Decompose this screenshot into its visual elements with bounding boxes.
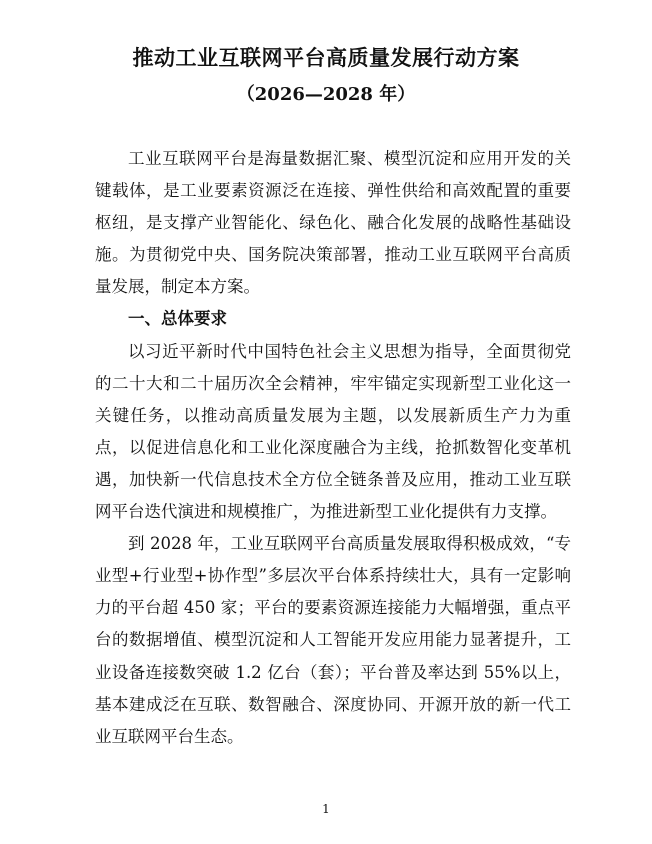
document-title: 推动工业互联网平台高质量发展行动方案 xyxy=(132,45,520,70)
document-subtitle: （2026—2028 年） xyxy=(236,84,416,105)
page-number: 1 xyxy=(322,802,330,816)
guiding-principle-paragraph: 以习近平新时代中国特色社会主义思想为指导，全面贯彻党的二十大和二十届历次全会精神，牢牢锚定实现新型工业化这一关键任务，以推动高质量发展为主题，以发展新质生产力为重点，以促进信息化和工业化深度融合为主线，抢抓数智化变革机遇，加快新一代信息技术全方位全链条普及应用，推动工业互联网平台迭代演进和规模推广，为推进新型工业化提供有力支撑。 xyxy=(95,341,571,522)
intro-paragraph: 工业互联网平台是海量数据汇聚、模型沉淀和应用开发的关键载体，是工业要素资源泛在连接、弹性供给和高效配置的重要枢纽，是支撑产业智能化、绿色化、融合化发展的战略性基础设施。为贯彻党中央、国务院决策部署，推动工业互联网平台高质量发展，制定本方案。 xyxy=(95,149,571,297)
goals-paragraph: 到 2028 年，工业互联网平台高质量发展取得积极成效，“专业型+行业型+协作型”多层次平台体系持续壮大，具有一定影响力的平台超 450 家；平台的要素资源连接能力大幅增强，重点平台的数据增值、模型沉淀和人工智能开发应用能力显著提升，工业设备连接数突破 1.2 亿台（套）；平台普及率达到 55%以上，基本建成泛在互联、数智融合、深度协同、开源开放的新一代工业互联网平台生态。 xyxy=(95,534,571,746)
section-heading: 一、总体要求 xyxy=(128,309,227,329)
document-body xyxy=(95,143,571,753)
